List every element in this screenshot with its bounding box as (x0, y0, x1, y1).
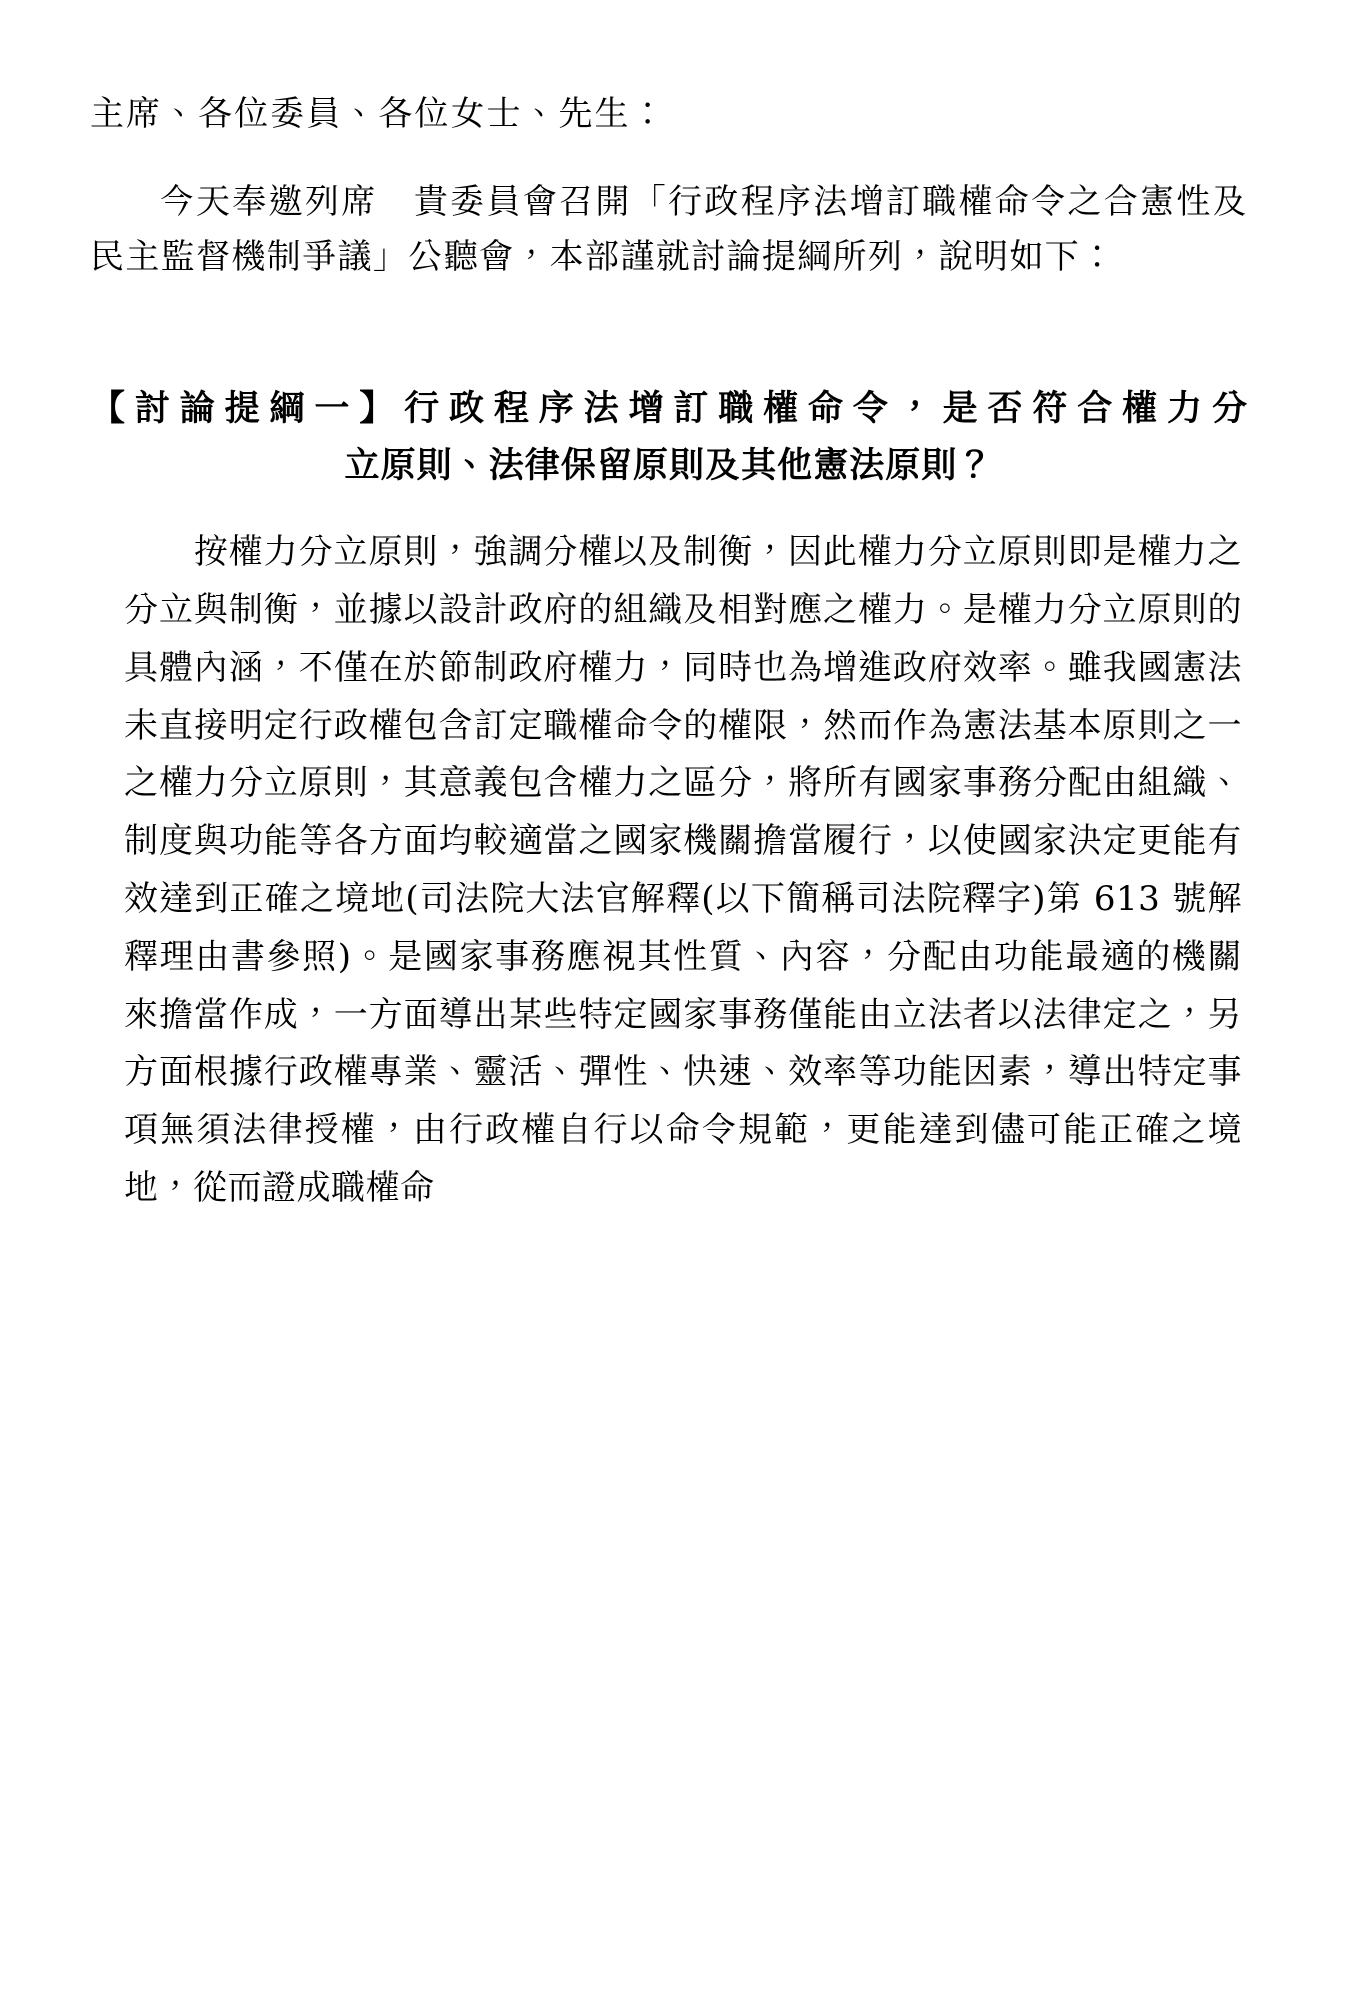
intro-paragraph: 今天奉邀列席 貴委員會召開「行政程序法增訂職權命令之合憲性及民主監督機制爭議」公聽會，本部謹就討論提綱所列，說明如下： (90, 181, 1248, 277)
salutation-line: 主席、各位委員、各位女士、先生： (90, 94, 667, 134)
body-paragraph: 按權力分立原則，強調分權以及制衡，因此權力分立原則即是權力之分立與制衡，並據以設計政府的組織及相對應之權力。是權力分立原則的具體內涵，不僅在於節制政府權力，同時也為增進政府效率。雖我國憲法未直接明定行政權包含訂定職權命令的權限，然而作為憲法基本原則之一之權力分立原則，其意義包含權力之區分，將所有國家事務分配由組織、制度與功能等各方面均較適當之國家機關擔當履行，以使國家決定更能有效達到正確之境地(司法院大法官解釋(以下簡稱司法院釋字)第 613 號解釋理由書參照)。是國家事務應視其性質、內容，分配由功能最適的機關來擔當作成，一方面導出某些特定國家事務僅能由立法者以法律定之，另方面根據行政權專業、靈活、彈性、快速、效率等功能因素，導出特定事項無須法律授權，由行政權自行以命令規範，更能達到儘可能正確之境地，從而證成職權命 (124, 532, 1242, 1208)
section-heading-line-2: 立原則、法律保留原則及其他憲法原則？ (344, 444, 994, 486)
section-heading-line-1: 【討論提綱一】行政程序法增訂職權命令，是否符合權力分 (90, 387, 1248, 429)
section-heading (90, 381, 1248, 494)
